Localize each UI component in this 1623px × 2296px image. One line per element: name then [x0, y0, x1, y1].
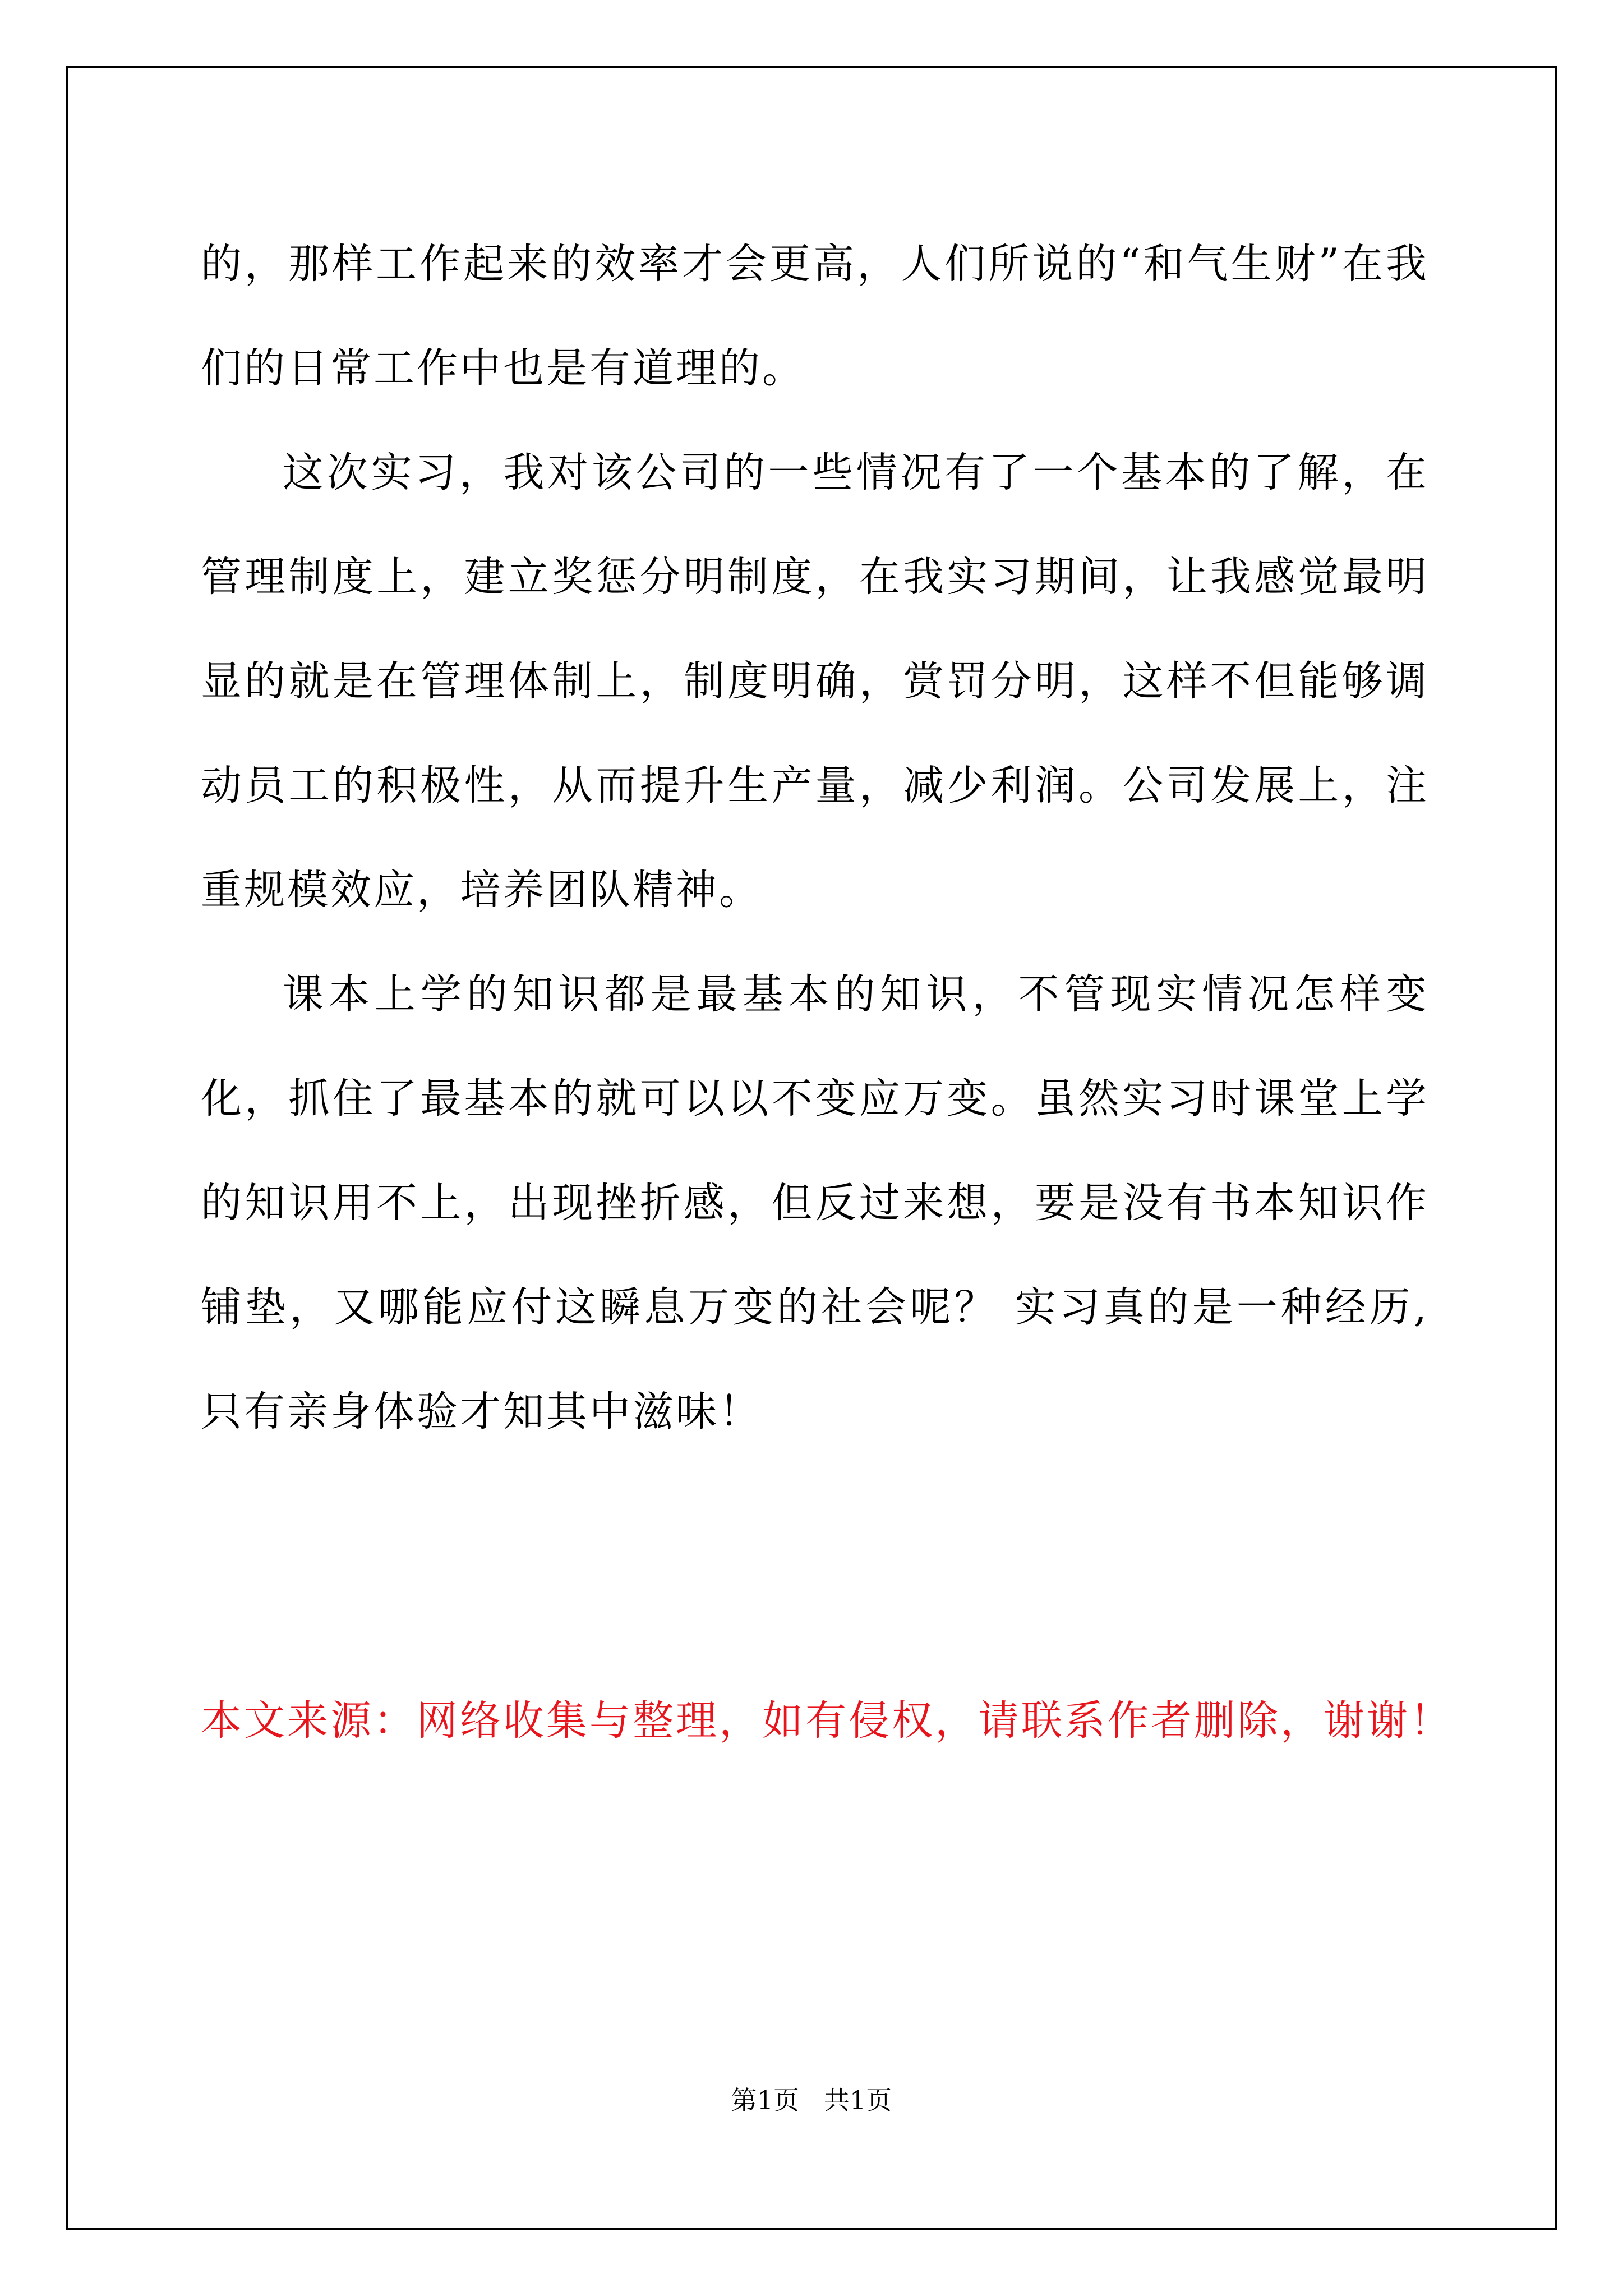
source-note: 本文来源：网络收集与整理，如有侵权，请联系作者删除，谢谢！ [201, 1697, 1453, 1745]
paragraph-3: 课本上学的知识都是最基本的知识，不管现实情况怎样变化，抓住了最基本的就可以以不变应万变。虽然实习时课堂上学的知识用不上，出现挫折感，但反过来想，要是没有书本知识作铺垫，又哪能应付这瞬息万变的社会呢？ 实习真的是一种经历,只有亲身体验才知其中滋味！ [201, 970, 1429, 1435]
body-text [201, 212, 1429, 1464]
page-footer [0, 2083, 1623, 2117]
page-total: 共1页 [824, 2085, 892, 2115]
paragraph-1: 的，那样工作起来的效率才会更高，人们所说的“和气生财”在我们的日常工作中也是有道理的。 [201, 240, 1429, 392]
paragraph-2: 这次实习，我对该公司的一些情况有了一个基本的了解，在管理制度上，建立奖惩分明制度，在我实习期间，让我感觉最明显的就是在管理体制上，制度明确，赏罚分明，这样不但能够调动员工的积极性，从而提升生产量，减少利润。公司发展上，注重规模效应，培养团队精神。 [201, 449, 1429, 914]
page-number: 第1页 [731, 2085, 799, 2115]
